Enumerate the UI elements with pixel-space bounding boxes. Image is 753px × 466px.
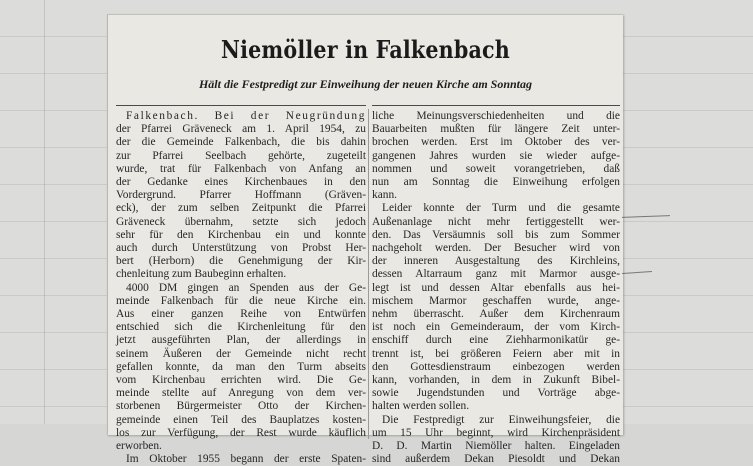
- article-line: der inneren Ausgestaltung des Kirchleins,: [372, 255, 620, 268]
- article-line: den. Das Versäumnis soll bis zum Sommer: [372, 228, 620, 241]
- article-title: Niemöller in Falkenbach: [221, 35, 510, 64]
- article-line: Falkenbach. Bei der Neugründung: [126, 110, 366, 122]
- article-line: gemeinde einen Teil des Bauplatzes kosten-: [116, 413, 366, 426]
- article-line: gefallen konnte, da man den Turm abseits: [116, 360, 366, 373]
- article-line: Leider konnte der Turm und die gesamte: [382, 202, 620, 215]
- header-rule-left: [116, 105, 366, 106]
- article-line: halten werden sollen.: [372, 400, 470, 413]
- article-line: kann.: [372, 189, 397, 202]
- article-line: sehr für den Kirchenbau ein und konnte: [116, 228, 366, 241]
- article-line: sowie Jugendstunden und Vorträge abge-: [372, 387, 620, 400]
- article-line: brochen werden. Erst im Oktober des ver-: [372, 136, 620, 149]
- article-line: bert (Herborn) die Genehmigung der Kir-: [116, 255, 366, 268]
- article-line: nehm überrascht. Außer dem Kirchenraum: [372, 308, 620, 321]
- article-line: der Pfarrei Gräveneck am 1. April 1954, zu: [116, 123, 366, 136]
- article-line: kann, vorhanden, in dem in Zukunft Bibel-: [372, 374, 620, 387]
- article-line: nachgeholt werden. Der Besucher wird von: [372, 242, 620, 255]
- article-column-left: [116, 110, 366, 466]
- article-line: der die Gemeinde Falkenbach, die bis dahin: [116, 136, 366, 149]
- article-line: zur Pfarrei Seelbach gehörte, zugeteilt: [116, 149, 366, 162]
- newspaper-clipping: [107, 14, 623, 466]
- article-line: los zur Verfügung, der Rest wurde käuflich: [116, 426, 366, 439]
- article-line: sind außerdem Dekan Piesoldt und Dekan: [372, 453, 620, 466]
- article-line: Bauarbeiten mußten für längere Zeit unter-: [372, 123, 620, 136]
- article-line: gangenen Jahres wurden sie wieder aufge-: [372, 149, 620, 162]
- article-line: Die Festpredigt zur Einweihungsfeier, die: [382, 413, 620, 426]
- article-line: storbenen Bürgermeister Otto der Kirchen-: [116, 400, 366, 413]
- article-line: Aus einer ganzen Reihe von Entwürfen: [116, 308, 366, 321]
- article-column-right: [372, 110, 620, 466]
- article-line: 4000 DM gingen an Spenden aus der Ge-: [126, 281, 366, 294]
- article-line: Im Oktober 1955 begann der erste Spaten-: [126, 453, 366, 466]
- article-line: auch durch Unterstützung von Probst Her-: [116, 242, 366, 255]
- article-line: dessen Altarraum ganz mit Marmor ausge-: [372, 268, 620, 281]
- article-line: nommen und soweit vorangetrieben, daß: [372, 162, 620, 175]
- article-line: ist noch ein Gemeinderaum, der vom Kirch-: [372, 321, 620, 334]
- article-line: nun am Sonntag die Einweihung erfolgen: [372, 176, 620, 189]
- article-line: meinde stellte auf Anregung von dem ver-: [116, 387, 366, 400]
- article-line: Vordergrund. Pfarrer Hoffmann (Gräven-: [116, 189, 366, 202]
- article-line: legt ist und dessen Altar ebenfalls aus hei-: [372, 281, 620, 294]
- article-line: eck), der zum selben Zeitpunkt die Pfarrei: [116, 202, 366, 215]
- article-line: wurde, trat für Falkenbach von Anfang an: [116, 162, 366, 175]
- article-line: um 15 Uhr beginnt, wird Kirchenpräsident: [372, 426, 620, 439]
- article-line: Gräveneck übernahm, setzte sich jedoch: [116, 215, 366, 228]
- article-line: vom Kirchenbau errichten wird. Die Ge-: [116, 374, 366, 387]
- article-line: mischem Marmor geschaffen wurde, ange-: [372, 294, 620, 307]
- column-divider: [368, 109, 369, 439]
- article-subtitle: Hält die Festpredigt zur Einweihung der neuen Kirche am Sonntag: [198, 77, 533, 91]
- article-line: enschiff durch eine Ziehharmonikatür ge-: [372, 334, 620, 347]
- article-line: meinde Falkenbach für die neue Kirche ein.: [116, 294, 366, 307]
- notebook-margin-line: [44, 0, 45, 424]
- article-line: den Gottesdienstraum einbezogen werden: [372, 360, 620, 373]
- article-line: der Gedanke eines Kirchenbaues in den: [116, 176, 366, 189]
- article-line: chenleitung zum Baubeginn erhalten.: [116, 268, 287, 281]
- article-line: erworben.: [116, 440, 162, 453]
- article-line: seinem Äußeren der Gemeinde nicht recht: [116, 347, 366, 360]
- header-rule-right: [372, 105, 620, 106]
- article-line: liche Meinungsverschiedenheiten und die: [372, 110, 620, 122]
- article-line: entschied sich die Kirchenleitung für den: [116, 321, 366, 334]
- article-line: jetzt ausgeführten Plan, der allerdings in: [116, 334, 366, 347]
- article-line: Außenanlage nicht mehr fertiggestellt wer-: [372, 215, 620, 228]
- article-line: trennt ist, bei größeren Feiern aber mit in: [372, 347, 620, 360]
- article-line: D. D. Martin Niemöller halten. Eingeladen: [372, 440, 620, 453]
